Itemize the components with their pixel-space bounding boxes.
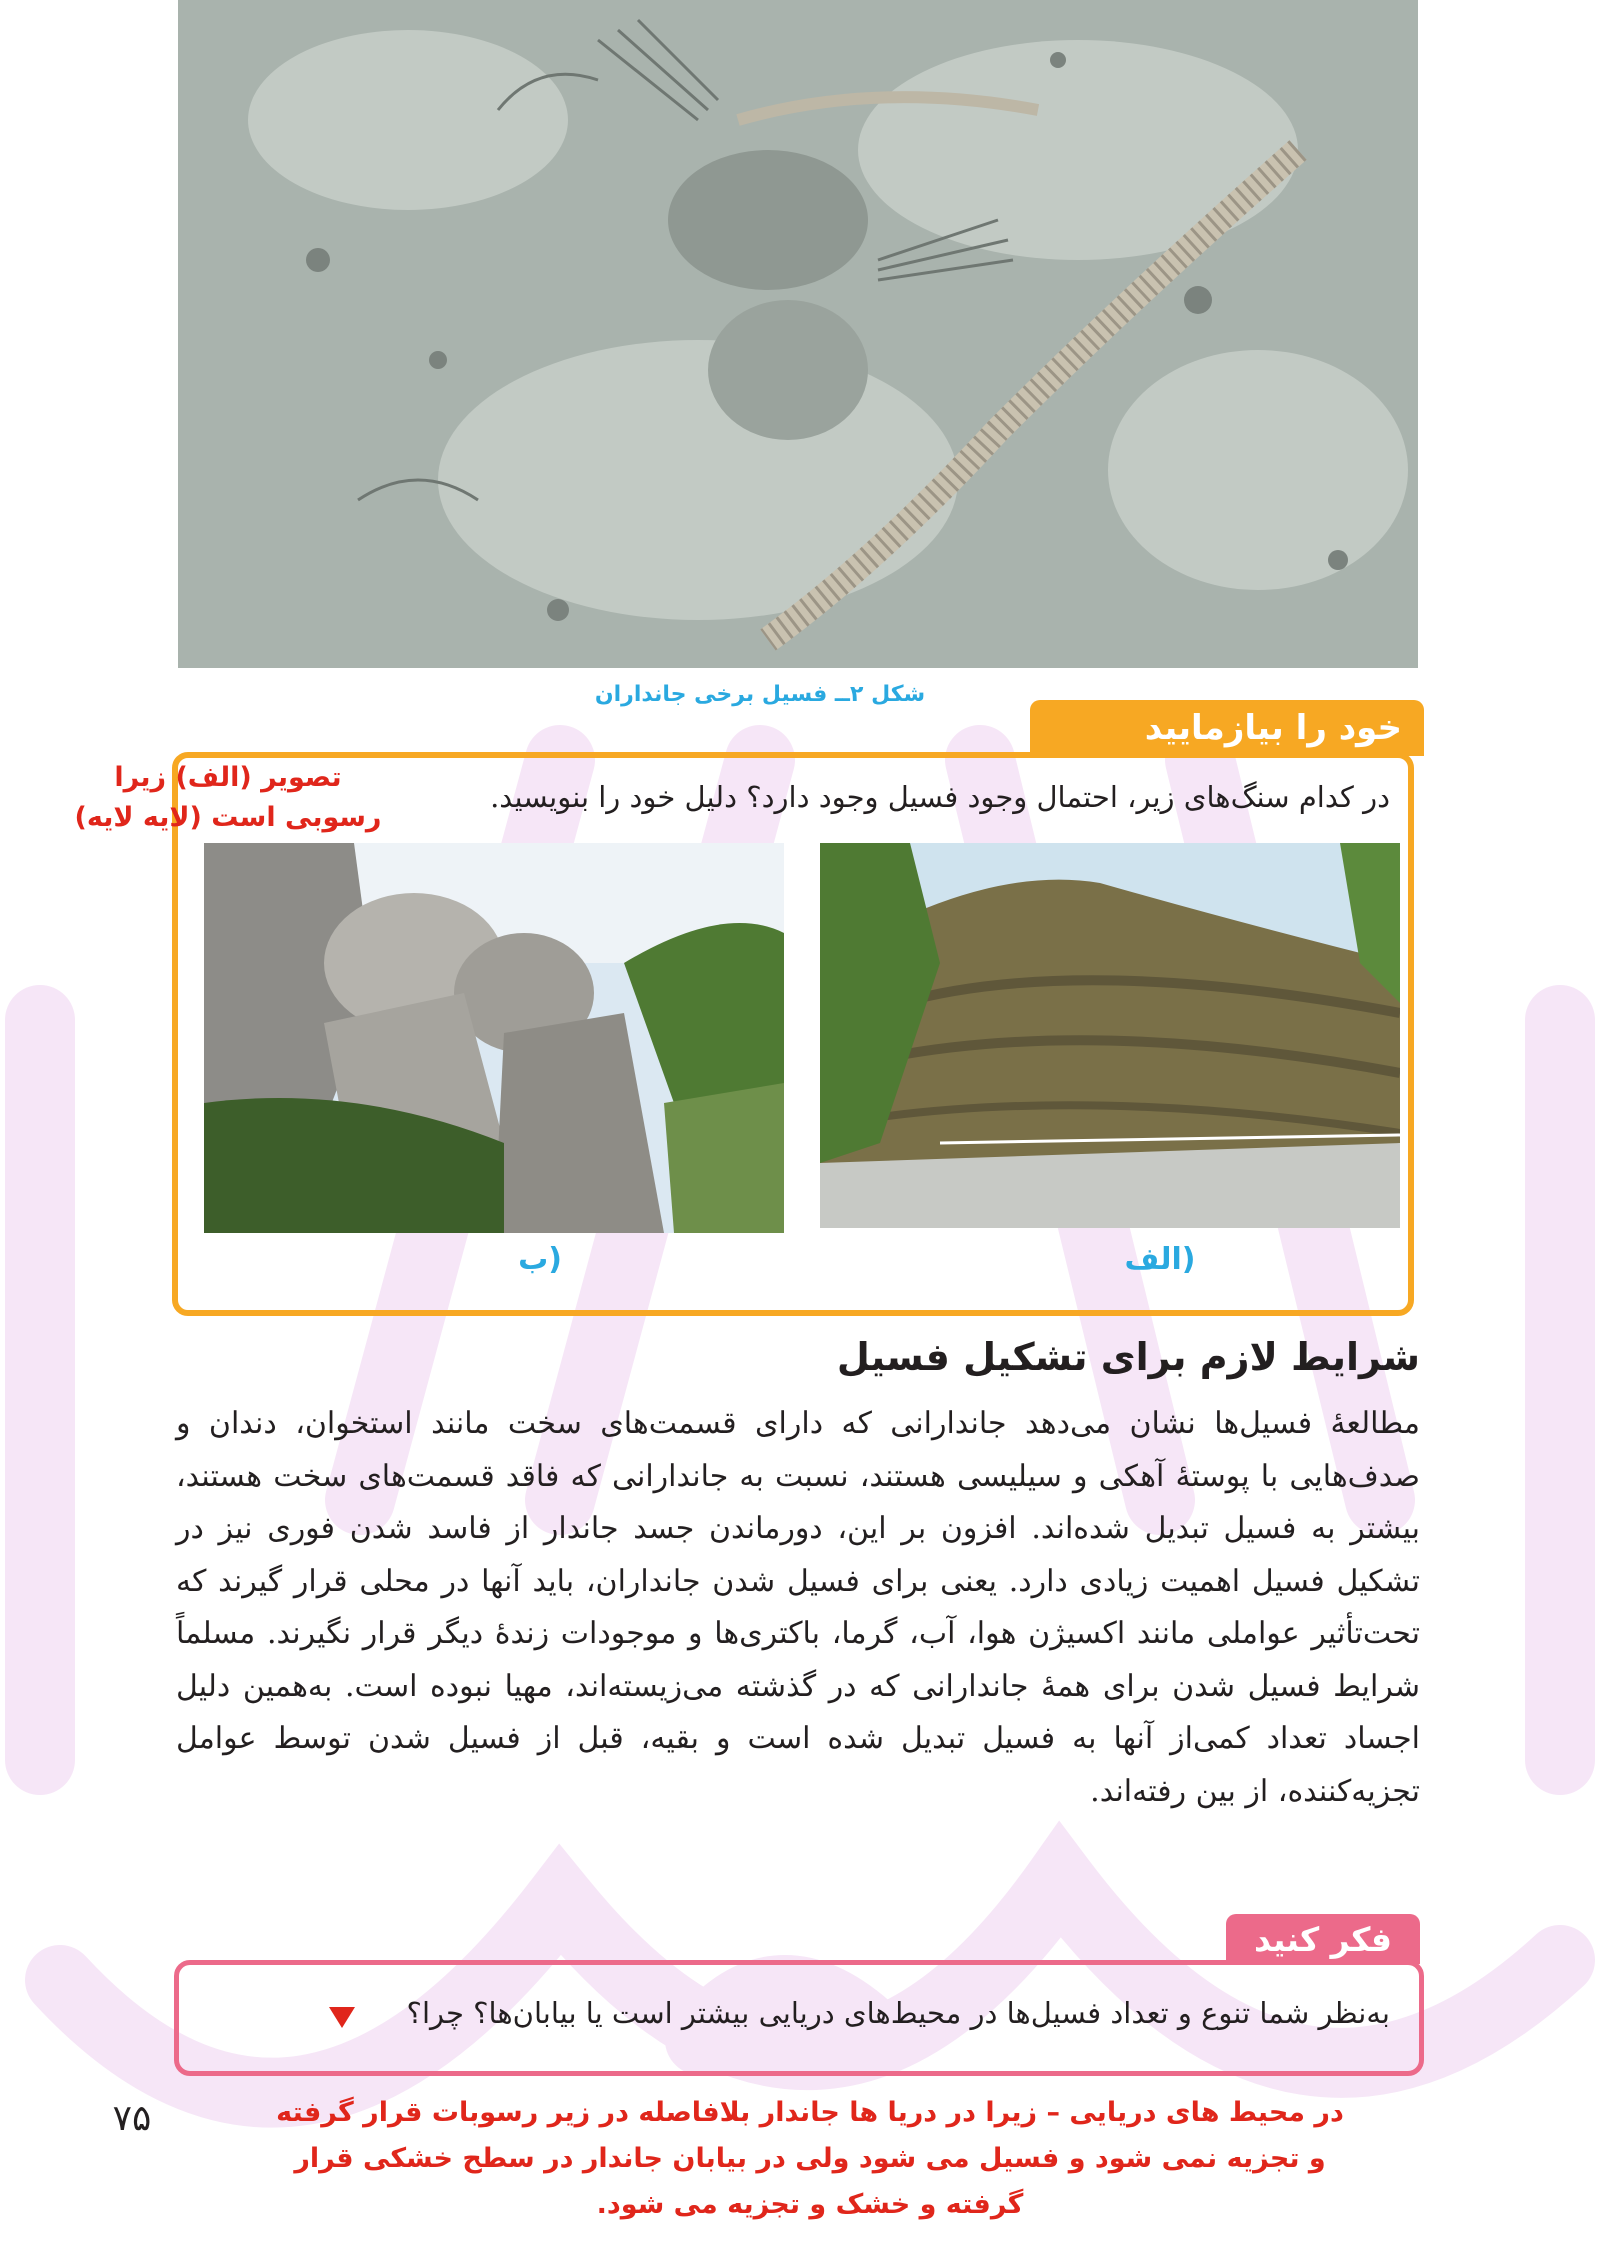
test-question: در کدام سنگ‌های زیر، احتمال وجود فسیل وجود دارد؟ دلیل خود را بنویسید. (490, 780, 1390, 814)
test-yourself-title: خود را بیازمایید (1030, 700, 1424, 756)
section-title: شرایط لازم برای تشکیل فسیل (836, 1335, 1420, 1379)
think-title: فکر کنید (1226, 1914, 1420, 1964)
handwritten-answer-bottom: در محیط های دریایی – زیرا در دریا ها جاندار بلافاصله در زیر رسوبات قرار گرفته و تجزیه نمی شود و فسیل می شود ولی در بیابان جاندار در سطح خشکی قرار گرفته و خشک و تجزیه می شود. (276, 2097, 1344, 2220)
photo-b-igneous-rock (204, 843, 784, 1233)
label-a: (الف (1124, 1242, 1196, 1277)
label-b: (ب (518, 1242, 562, 1277)
think-question: به‌نظر شما تنوع و تعداد فسیل‌ها در محیط‌های دریایی بیشتر است یا بیابان‌ها؟ چرا؟ (406, 1996, 1390, 2030)
figure-caption: شکل ۲ــ فسیل برخی جانداران (594, 682, 926, 707)
fossil-photo (178, 0, 1418, 668)
handwritten-answer-top: تصویر (الف) زیرا رسوبی است (لایه لایه) (74, 762, 382, 833)
triangle-marker-icon (327, 2004, 357, 2030)
photo-a-layered-rock (820, 843, 1400, 1228)
section-paragraph: مطالعهٔ فسیل‌ها نشان می‌دهد جاندارانی که دارای قسمت‌های سخت مانند استخوان، دندان و صدف‌هایی با پوستهٔ آهکی و سیلیسی هستند، نسبت به جاندارانی که فاقد قسمت‌های سخت هستند، بیشتر به فسیل تبدیل شده‌اند. افزون بر این، دورماندن جسد جاندار از فاسد شدن فوری نیز در تشکیل فسیل اهمیت زیادی دارد. یعنی برای فسیل شدن جانداران، باید آنها در محلی قرار گیرند که تحت‌تأثیر عواملی مانند اکسیژن هوا، آب، گرما، باکتری‌ها و موجودات زندهٔ دیگر قرار نگیرند. مسلماً شرایط فسیل شدن برای همهٔ جاندارانی که در گذشته می‌زیسته‌اند، مهیا نبوده است. به‌همین دلیل اجساد تعداد کمی‌از آنها به فسیل تبدیل شده است و بقیه، قبل از فسیل شدن توسط عوامل تجزیه‌کننده، از بین رفته‌اند. (176, 1406, 1420, 1809)
page-number: ۷۵ (112, 2098, 152, 2139)
